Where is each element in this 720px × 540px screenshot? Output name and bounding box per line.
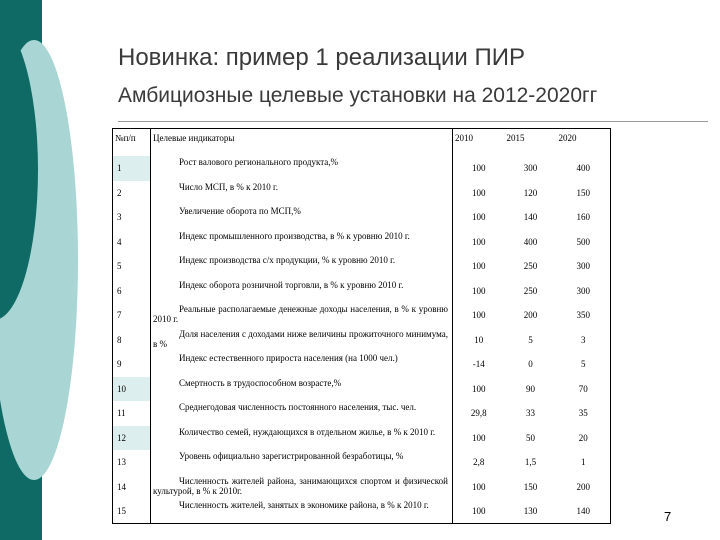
row-indicator-text: Число МСП, в % к 2010 г. xyxy=(179,181,278,192)
row-number: 8 xyxy=(113,328,151,353)
value-2015: 140 xyxy=(523,212,538,223)
row-indicator xyxy=(151,303,453,328)
value-2020: 5 xyxy=(581,359,586,370)
value-2015: 200 xyxy=(523,310,538,321)
value-2010: 100 xyxy=(472,187,486,198)
row-indicator xyxy=(151,352,453,377)
value-2010: 10 xyxy=(474,334,484,345)
value-2015: 0 xyxy=(528,359,533,370)
row-number: 13 xyxy=(113,450,151,475)
decorative-teal-shape xyxy=(0,0,110,540)
value-2020: 300 xyxy=(576,261,590,272)
value-2020: 300 xyxy=(576,285,590,296)
row-indicator-text: Количество семей, нуждающихся в отдельном жилье, в % к 2010 г. xyxy=(179,426,436,437)
table-row xyxy=(113,426,611,451)
row-indicator xyxy=(151,230,453,255)
row-indicator xyxy=(151,181,453,206)
row-number: 14 xyxy=(113,475,151,500)
row-number: 10 xyxy=(113,377,151,402)
row-indicator xyxy=(151,426,453,451)
value-2020: 160 xyxy=(576,212,590,223)
row-indicator-text: Увеличение оборота по МСП,% xyxy=(179,206,301,216)
value-2020: 70 xyxy=(578,383,588,394)
row-indicator xyxy=(151,401,453,426)
value-2010: 2,8 xyxy=(473,457,485,468)
table-row xyxy=(113,499,611,524)
value-2015: 90 xyxy=(526,383,535,394)
value-2020: 35 xyxy=(578,408,588,419)
row-number: 6 xyxy=(113,279,151,304)
row-indicator-text: Среднегодовая численность постоянного населения, тыс. чел. xyxy=(179,402,417,412)
value-2010: 100 xyxy=(472,310,486,321)
row-indicator-text: Индекс оборота розничной торговли, в % к уровню 2010 г. xyxy=(179,279,404,290)
row-indicator-text: Доля населения с доходами ниже величины прожиточного минимума, в % xyxy=(153,328,448,349)
table-header-row xyxy=(113,129,611,157)
row-indicator-text: Индекс естественного прироста населения (на 1000 чел.) xyxy=(179,353,398,363)
value-2020: 140 xyxy=(576,506,590,516)
row-indicator xyxy=(151,328,453,353)
row-indicator-text: Реальные располагаемые денежные доходы населения, в % к уровню 2010 г. xyxy=(153,304,448,324)
value-2010: 100 xyxy=(472,285,486,296)
table-row xyxy=(113,279,611,304)
table-row xyxy=(113,401,611,426)
value-2015: 250 xyxy=(523,285,538,296)
value-2010: 100 xyxy=(472,163,486,174)
row-number: 15 xyxy=(113,499,151,524)
header-indicator: Целевые индикаторы xyxy=(151,129,453,157)
row-indicator-text: Рост валового регионального продукта,% xyxy=(179,157,338,167)
value-2015: 300 xyxy=(523,163,538,174)
value-2010: 100 xyxy=(472,481,486,492)
row-indicator xyxy=(151,450,453,475)
table-row xyxy=(113,181,611,206)
row-number: 9 xyxy=(113,352,151,377)
value-2015: 150 xyxy=(523,481,538,492)
row-indicator-text: Индекс промышленного производства, в % к уровню 2010 г. xyxy=(179,230,410,241)
row-indicator xyxy=(151,254,453,279)
page-number: 7 xyxy=(664,509,672,524)
table-row xyxy=(113,230,611,255)
value-2010: 100 xyxy=(472,236,486,247)
row-indicator xyxy=(151,205,453,230)
table-row xyxy=(113,156,611,181)
row-number: 3 xyxy=(113,205,151,230)
value-2020: 20 xyxy=(578,432,588,443)
row-number: 7 xyxy=(113,303,151,328)
value-2010: 100 xyxy=(472,432,486,443)
value-2020: 1 xyxy=(581,457,586,468)
header-num: №п/п xyxy=(113,129,151,157)
value-2010: 100 xyxy=(472,383,486,394)
row-indicator xyxy=(151,156,453,181)
value-2010: -14 xyxy=(472,359,485,370)
table-row xyxy=(113,377,611,402)
header-2020: 2020 xyxy=(558,133,577,143)
slide-subtitle: Амбициозные целевые установки на 2012-2020гг xyxy=(118,84,598,107)
row-number: 12 xyxy=(113,426,151,451)
table-row xyxy=(113,205,611,230)
value-2015: 400 xyxy=(523,236,538,247)
row-indicator-text: Численность жителей, занятых в экономике района, в % к 2010 г. xyxy=(179,500,429,510)
row-indicator xyxy=(151,475,453,500)
header-2015: 2015 xyxy=(506,133,525,143)
value-2015: 120 xyxy=(523,187,538,198)
row-indicator-text: Численность жителей района, занимающихся спортом и физической культурой, в % к 2010г. xyxy=(153,475,448,496)
value-2015: 33 xyxy=(526,408,535,419)
row-indicator-text: Индекс производства с/х продукции, % к уровню 2010 г. xyxy=(179,255,396,265)
value-2020: 3 xyxy=(581,334,586,345)
value-2020: 200 xyxy=(576,481,590,492)
value-2020: 500 xyxy=(576,236,590,247)
row-number: 5 xyxy=(113,254,151,279)
value-2015: 250 xyxy=(523,261,538,272)
value-2010: 100 xyxy=(472,506,486,516)
table-row xyxy=(113,352,611,377)
targets-table xyxy=(112,128,611,524)
value-2010: 100 xyxy=(472,212,486,223)
value-2020: 150 xyxy=(576,187,590,198)
value-2015: 50 xyxy=(526,432,535,443)
table-row xyxy=(113,303,611,328)
row-number: 2 xyxy=(113,181,151,206)
value-2020: 400 xyxy=(576,163,590,174)
table-row xyxy=(113,450,611,475)
value-2010: 29,8 xyxy=(470,408,487,419)
header-2010: 2010 xyxy=(455,133,473,143)
slide-title: Новинка: пример 1 реализации ПИР xyxy=(118,44,525,71)
value-2010: 100 xyxy=(472,261,486,272)
row-indicator xyxy=(151,499,453,524)
row-indicator-text: Уровень официально зарегистрированной безработицы, % xyxy=(179,451,404,461)
title-divider xyxy=(118,121,708,122)
row-indicator xyxy=(151,279,453,304)
value-2015: 130 xyxy=(523,506,538,516)
row-number: 1 xyxy=(113,156,151,181)
row-number: 4 xyxy=(113,230,151,255)
value-2015: 1,5 xyxy=(524,457,537,468)
row-indicator xyxy=(151,377,453,402)
value-2015: 5 xyxy=(528,334,533,345)
row-indicator-text: Смертность в трудоспособном возрасте,% xyxy=(179,377,342,388)
value-2020: 350 xyxy=(576,310,590,321)
table-row xyxy=(113,254,611,279)
table-row xyxy=(113,475,611,500)
table-row xyxy=(113,328,611,353)
row-number: 11 xyxy=(113,401,151,426)
